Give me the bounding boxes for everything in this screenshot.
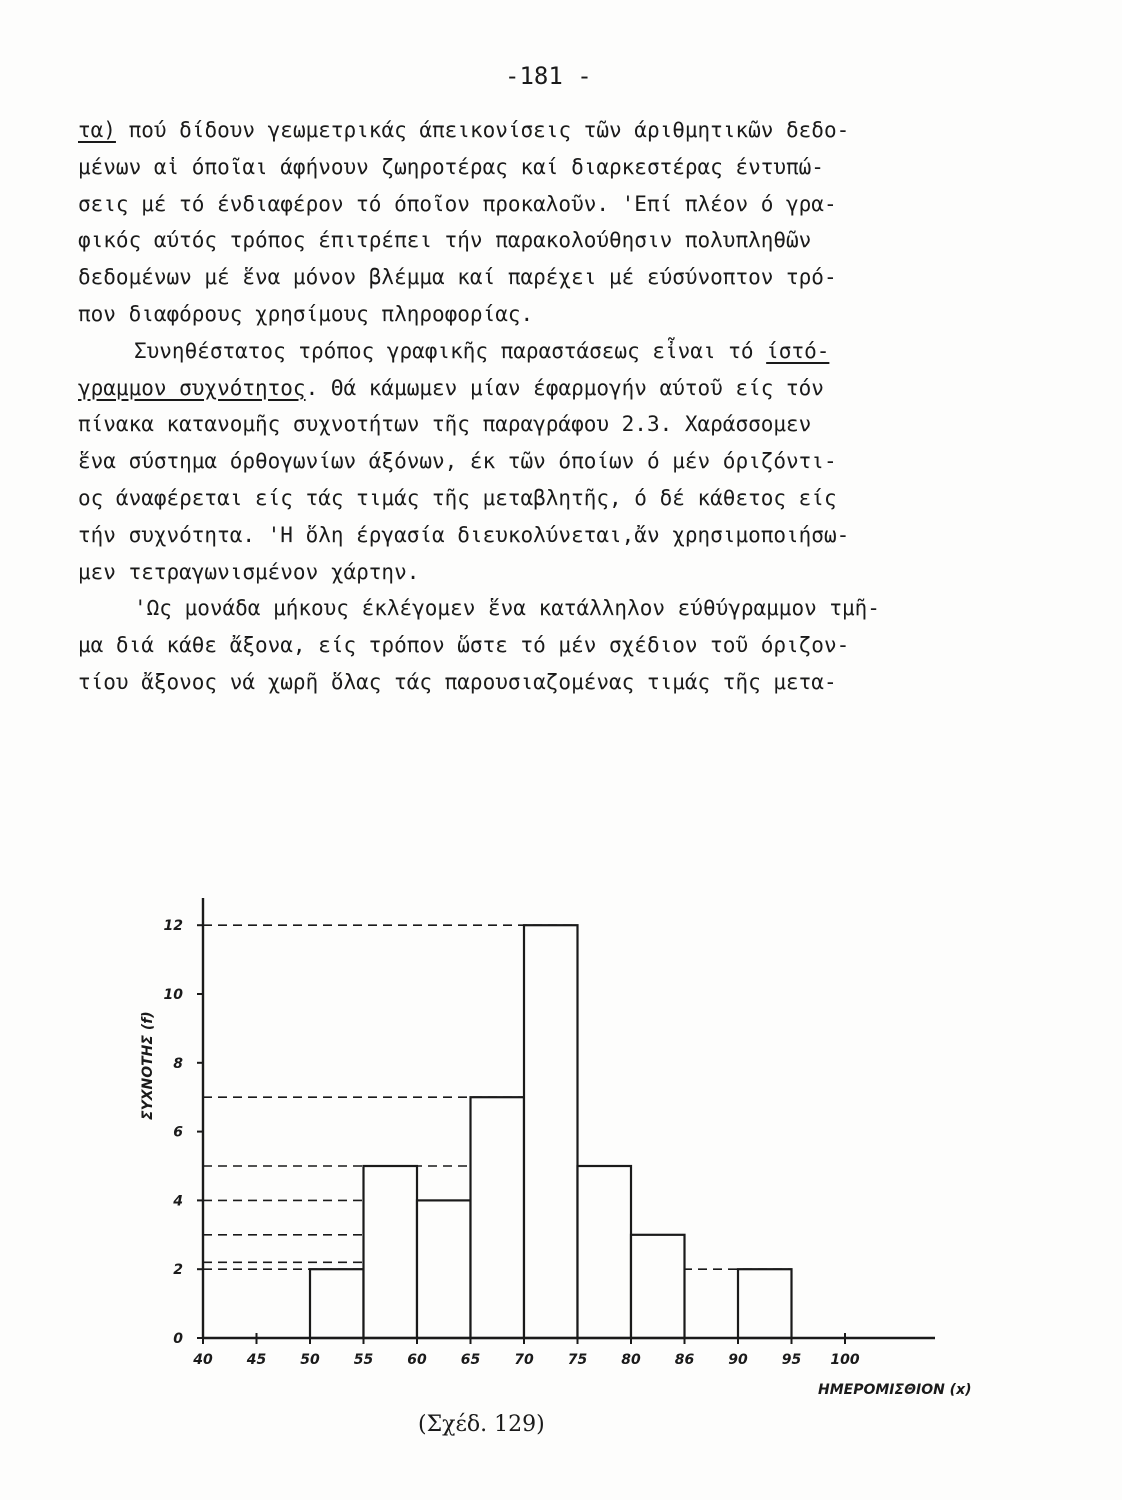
x-axis-title: ΗΜΕΡΟΜΙΣΘΙΟΝ (x) (818, 1382, 972, 1398)
text-span: Συνηθέστατος τρόπος γραφικῆς παραστάσεως εἶναι τό (134, 338, 767, 363)
text-line: πον διαφόρους χρησίμους πληροφορίας. (78, 301, 534, 326)
y-axis-title: ΣΥΧΝΟΤΗΣ (f) (140, 1011, 156, 1120)
y-tick-label: 12 (163, 918, 183, 935)
y-tick-label: 2 (173, 1262, 183, 1279)
text-line: φικός αύτός τρόπος έπιτρέπει τήν παρακολούθησιν πολυπληθῶν (78, 228, 812, 253)
y-tick-label: 10 (163, 987, 183, 1003)
text-line: μα διά κάθε ἄξονα, είς τρόπον ὥστε τό μέν σχέδιον τοῦ όριζον- (78, 633, 850, 658)
x-tick-label: 86 (674, 1352, 695, 1368)
text-span: . Θά κάμωμεν μίαν έφαρμογήν αύτοῦ είς τόν (305, 375, 824, 400)
text-line: μεν τετραγωνισμένον χάρτην. (78, 559, 420, 584)
x-tick-label: 80 (621, 1352, 641, 1368)
underlined-term: γραμμον συχνότητος (78, 375, 306, 400)
text-line: τίου ἄξονος νά χωρῆ ὅλας τάς παρουσιαζομένας τιμάς τῆς μετα- (78, 669, 837, 694)
y-tick-label: 4 (173, 1193, 183, 1210)
x-tick-label: 100 (830, 1352, 860, 1368)
text-line: 'Ως μονάδα μήκους έκλέγομεν ἕνα κατάλληλον εύθύγραμμον τμῆ- (134, 596, 880, 621)
histogram-bar (738, 1269, 792, 1338)
histogram-bars (310, 925, 792, 1338)
histogram-bar (417, 1200, 471, 1338)
text-line: πίνακα κατανομῆς συχνοτήτων τῆς παραγράφου 2.3. Χαράσσομεν (78, 412, 812, 437)
text-span: πού δίδουν γεωμετρικάς άπεικονίσεις τῶν άριθμητικῶν δεδο- (115, 118, 850, 142)
histogram-bar (631, 1235, 685, 1338)
underlined-word: τα) (78, 118, 116, 142)
histogram-bar (310, 1269, 364, 1338)
x-tick-label: 95 (781, 1352, 802, 1368)
figure-caption: (Σχέδ. 129) (418, 1412, 545, 1437)
x-tick-label: 40 (193, 1352, 213, 1368)
x-tick-label: 75 (567, 1352, 588, 1368)
text-line: δεδομένων μέ ἕνα μόνον βλέμμα καί παρέχει μέ εύσύνοπτον τρό- (78, 265, 837, 290)
histogram-bar (578, 1166, 632, 1338)
x-tick-label: 45 (246, 1352, 267, 1368)
y-tick-label: 8 (173, 1055, 183, 1072)
text-line: μένων αἱ όποῖαι άφήνουν ζωηροτέρας καί διαρκεστέρας έντυπώ- (78, 154, 824, 179)
text-line: ος άναφέρεται είς τάς τιμάς τῆς μεταβλητῆς, ό δέ κάθετος είς (78, 485, 837, 510)
y-tick-label: 6 (173, 1124, 183, 1141)
text-line: τήν συχνότητα. 'Η ὅλη έργασία διευκολύνεται,ἄν χρησιμοποιήσω- (78, 522, 850, 547)
histogram-bar (471, 1097, 525, 1338)
x-tick-label: 70 (514, 1352, 534, 1368)
x-tick-label: 90 (728, 1352, 748, 1368)
x-tick-label: 55 (353, 1352, 374, 1368)
y-tick-label: 0 (173, 1331, 183, 1347)
x-tick-label: 60 (407, 1352, 427, 1368)
histogram-bar (364, 1166, 418, 1338)
histogram-bar (524, 925, 578, 1338)
underlined-term: ίστό- (766, 338, 830, 363)
text-line: ἕνα σύστημα όρθογωνίων άξόνων, έκ τῶν όποίων ό μέν όριζόντι- (78, 449, 837, 474)
page-number: -181 - (505, 62, 592, 90)
x-tick-label: 50 (300, 1352, 320, 1368)
x-tick-label: 65 (460, 1352, 481, 1368)
text-line: σεις μέ τό ένδιαφέρον τό όποῖον προκαλοῦν. 'Επί πλέον ό γρα- (78, 191, 837, 216)
